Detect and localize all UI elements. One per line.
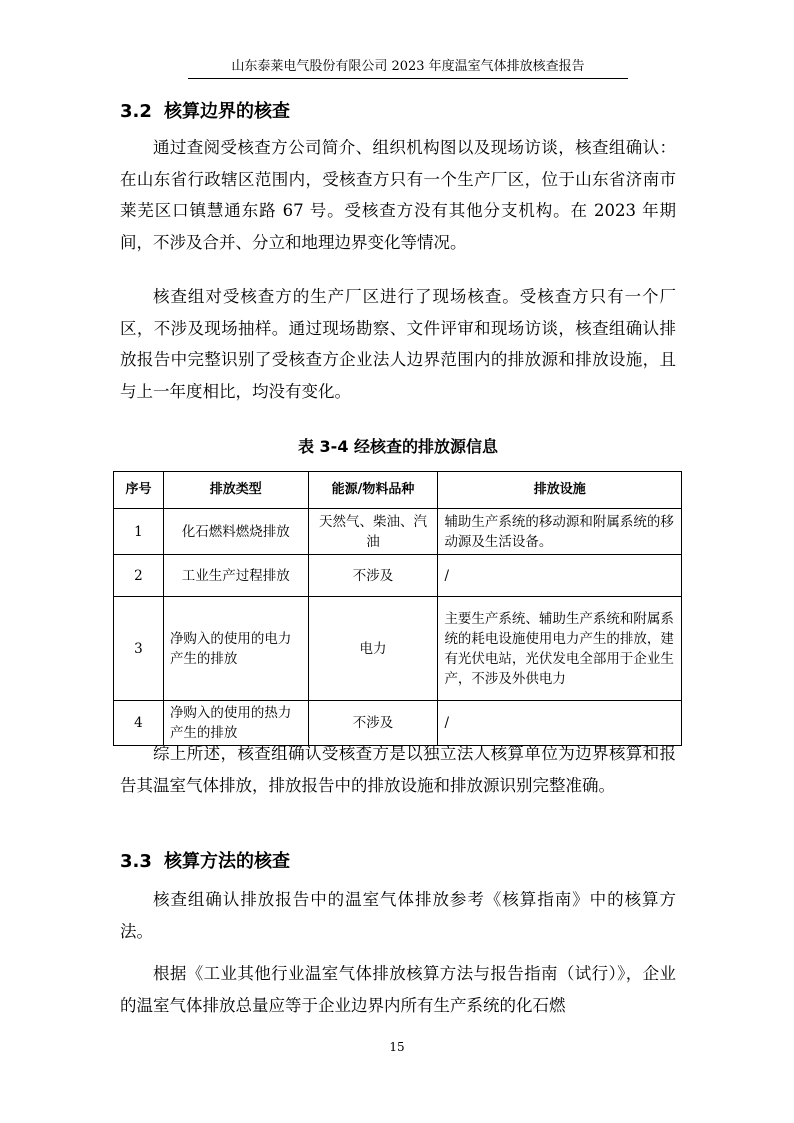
emission-source-table	[113, 471, 682, 746]
table-caption: 表 3-4 经核查的排放源信息	[297, 437, 499, 456]
column-header: 排放类型	[163, 472, 308, 509]
table-row	[114, 555, 682, 597]
cell-facility: /	[438, 701, 682, 746]
section-3-3-heading	[120, 850, 290, 874]
cell-energy: 不涉及	[308, 701, 438, 746]
column-header: 序号	[114, 472, 164, 509]
page-number: 15	[389, 1040, 405, 1054]
cell-facility: 辅助生产系统的移动源和附属系统的移动源及生活设备。	[438, 509, 682, 555]
section-3-2-heading	[120, 100, 290, 124]
cell-energy: 天然气、柴油、汽油	[308, 509, 438, 555]
table-header-row	[114, 472, 682, 509]
table-row	[114, 509, 682, 555]
cell-type: 净购入的使用的热力产生的排放	[163, 701, 308, 746]
column-header: 排放设施	[438, 472, 682, 509]
cell-no: 2	[114, 555, 164, 597]
table-row	[114, 597, 682, 701]
cell-type: 化石燃料燃烧排放	[163, 509, 308, 555]
cell-energy: 不涉及	[308, 555, 438, 597]
cell-no: 1	[114, 509, 164, 555]
paragraph-boundary-1: 通过查阅受核查方公司简介、组织机构图以及现场访谈，核查组确认：在山东省行政辖区范围内，受核查方只有一个生产厂区，位于山东省济南市莱芜区口镇慧通东路 67 号。受核查方没有其他分支机构。在 2023 年期间，不涉及合并、分立和地理边界变化等情况。	[120, 138, 676, 252]
cell-facility: /	[438, 555, 682, 597]
cell-no: 4	[114, 701, 164, 746]
summary-paragraph: 综上所述，核查组确认受核查方是以独立法人核算单位为边界核算和报告其温室气体排放，排放报告中的排放设施和排放源识别完整准确。	[120, 744, 676, 795]
paragraph-method-2: 根据《工业其他行业温室气体排放核算方法与报告指南（试行）》，企业的温室气体排放总量应等于企业边界内所有生产系统的化石燃	[120, 964, 676, 1015]
paragraph-method-1: 核查组确认排放报告中的温室气体排放参考《核算指南》中的核算方法。	[120, 890, 676, 941]
page-header: 山东泰莱电气股份有限公司 2023 年度温室气体排放核查报告	[231, 59, 585, 74]
header-rule	[188, 78, 628, 79]
cell-energy: 电力	[308, 597, 438, 701]
column-header: 能源/物料品种	[308, 472, 438, 509]
section-title: 核算边界的核查	[164, 101, 290, 122]
section-title: 核算方法的核查	[164, 851, 290, 872]
section-number: 3.2	[120, 101, 152, 122]
cell-facility: 主要生产系统、辅助生产系统和附属系统的耗电设施使用电力产生的排放，建有光伏电站，光伏发电全部用于企业生产，不涉及外供电力	[438, 597, 682, 701]
cell-type: 工业生产过程排放	[163, 555, 308, 597]
cell-type: 净购入的使用的电力产生的排放	[163, 597, 308, 701]
cell-no: 3	[114, 597, 164, 701]
paragraph-boundary-2: 核查组对受核查方的生产厂区进行了现场核查。受核查方只有一个厂区，不涉及现场抽样。通过现场勘察、文件评审和现场访谈，核查组确认排放报告中完整识别了受核查方企业法人边界范围内的排放源和排放设施，且与上一年度相比，均没有变化。	[120, 287, 676, 401]
section-number: 3.3	[120, 851, 152, 872]
